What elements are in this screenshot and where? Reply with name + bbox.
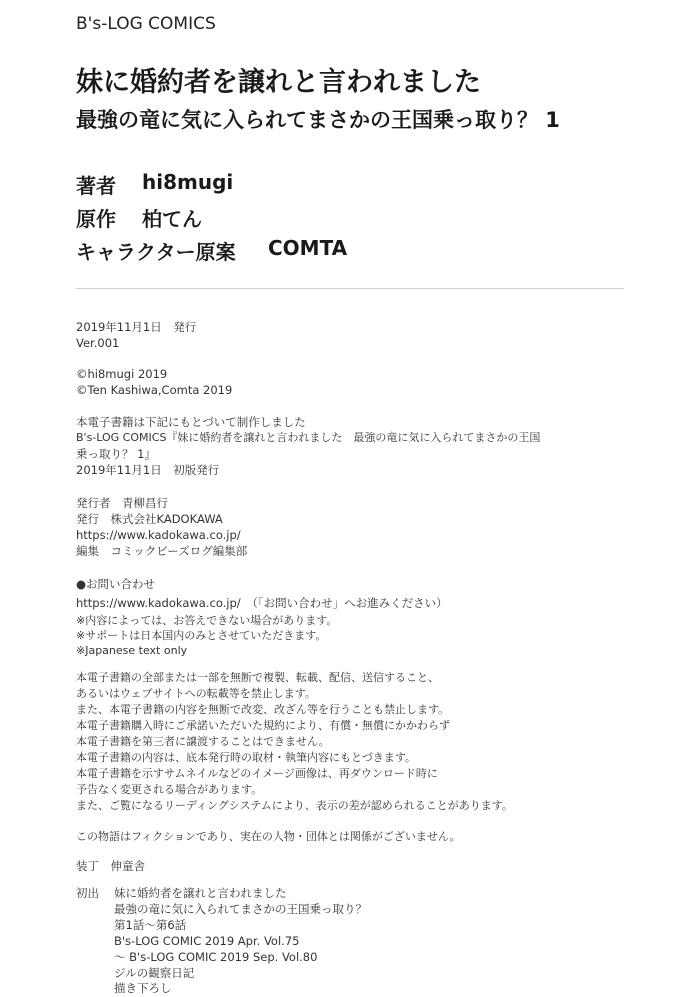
credit-original-role: 原作 xyxy=(76,207,116,231)
copyright-line-2: ©Ten Kashiwa,Comta 2019 xyxy=(76,383,233,397)
inquiry-heading: ●お問い合わせ xyxy=(76,577,156,591)
issuer: 発行者 青柳昌行 xyxy=(76,496,168,510)
book-title: 妹に婚約者を譲れと言われました xyxy=(76,67,481,98)
inquiry-note-1: ※内容によっては、お答えできない場合があります。 xyxy=(76,614,338,627)
company: 発行 株式会社KADOKAWA xyxy=(76,512,223,526)
credit-author-role: 著者 xyxy=(76,174,116,198)
copyright-line-1: ©hi8mugi 2019 xyxy=(76,367,168,381)
first-pub-line: B's-LOG COMIC 2019 Apr. Vol.75 xyxy=(114,934,300,948)
legal-line: また、ご覧になるリーディングシステムにより、表示の差が認められることがあります。 xyxy=(76,799,513,812)
legal-line: あるいはウェブサイトへの転載等を禁止します。 xyxy=(76,687,316,700)
version: Ver.001 xyxy=(76,336,120,350)
publish-date: 2019年11月1日 発行 xyxy=(76,320,197,334)
credit-character-role: キャラクター原案 xyxy=(76,240,236,264)
first-pub-line: 最強の竜に気に入られてまさかの王国乗っ取り？ xyxy=(114,902,367,916)
source-line-3: 乗っ取り？ 1』 xyxy=(76,447,156,461)
credit-original-name: 柏てん xyxy=(142,207,202,231)
book-subtitle: 最強の竜に気に入られてまさかの王国乗っ取り？ 1 xyxy=(76,108,560,132)
source-line-2: B's-LOG COMICS『妹に婚約者を譲れと言われました 最強の竜に気に入られてまさかの王国 xyxy=(76,431,541,444)
legal-line: 予告なく変更される場合があります。 xyxy=(76,783,263,796)
inquiry-url-line[interactable]: https://www.kadokawa.co.jp/ （「お問い合わせ」へお進みください） xyxy=(76,596,448,610)
source-line-4: 2019年11月1日 初版発行 xyxy=(76,463,220,477)
editor: 編集 コミックビーズログ編集部 xyxy=(76,544,248,558)
legal-line: また、本電子書籍の内容を無断で改変、改ざん等を行うことも禁止します。 xyxy=(76,703,450,716)
inquiry-note-3: ※Japanese text only xyxy=(76,644,188,657)
first-pub-line: 第1話～第6話 xyxy=(114,918,187,932)
first-pub-line: ジルの観察日記 xyxy=(114,966,195,980)
binding-credit: 装丁 伸童舎 xyxy=(76,859,145,873)
series-label: B's-LOG COMICS xyxy=(76,14,216,34)
section-divider xyxy=(76,288,624,289)
legal-line: 本電子書籍を示すサムネイルなどのイメージ画像は、再ダウンロード時に xyxy=(76,767,438,780)
first-pub-label: 初出 xyxy=(76,886,99,900)
credit-character-name: COMTA xyxy=(268,236,348,260)
source-line-1: 本電子書籍は下記にもとづいて制作しました xyxy=(76,415,306,429)
first-pub-line: 描き下ろし xyxy=(114,981,172,995)
first-pub-line: ～ B's-LOG COMIC 2019 Sep. Vol.80 xyxy=(114,950,318,964)
publisher-url[interactable]: https://www.kadokawa.co.jp/ xyxy=(76,528,241,542)
inquiry-note-2: ※サポートは日本国内のみとさせていただきます。 xyxy=(76,629,327,642)
legal-line: 本電子書籍の全部または一部を無断で複製、転載、配信、送信すること、 xyxy=(76,671,439,684)
credit-author-name: hi8mugi xyxy=(142,170,234,194)
legal-line: 本電子書籍購入時にご承諾いただいた規約により、有償・無償にかかわらず xyxy=(76,719,450,732)
legal-line: 本電子書籍の内容は、底本発行時の取材・執筆内容にもとづきます。 xyxy=(76,751,416,764)
legal-line: 本電子書籍を第三者に譲渡することはできません。 xyxy=(76,735,330,748)
first-pub-line: 妹に婚約者を譲れと言われました xyxy=(114,886,287,900)
fiction-note: この物語はフィクションであり、実在の人物・団体とは関係がございません。 xyxy=(76,830,461,843)
